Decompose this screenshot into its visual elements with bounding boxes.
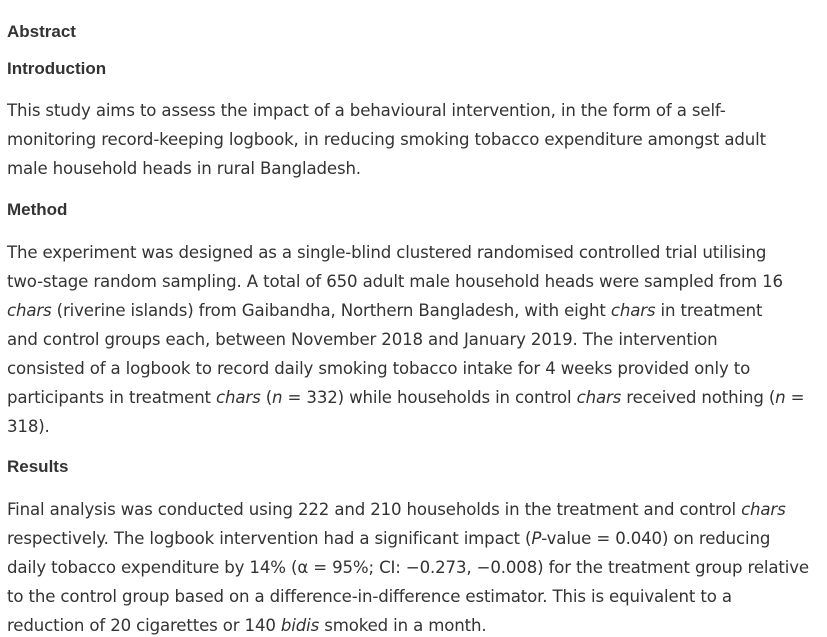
paragraph-line: respectively. The logbook intervention had a significant impact (P-value = 0.040) on reducing	[7, 529, 771, 548]
abstract-title: Abstract	[7, 22, 76, 41]
paragraph-line: reduction of 20 cigarettes or 140 bidis smoked in a month.	[7, 616, 487, 635]
method-paragraph	[7, 238, 822, 441]
paragraph-line: chars (riverine islands) from Gaibandha, Northern Bangladesh, with eight chars in treatment	[7, 301, 763, 320]
paragraph-line: monitoring record-keeping logbook, in reducing smoking tobacco expenditure amongst adult	[7, 130, 766, 149]
italic-term: chars	[610, 301, 656, 320]
paragraph-line: The experiment was designed as a single-blind clustered randomised controlled trial utilising	[7, 243, 767, 262]
paragraph-line: daily tobacco expenditure by 14% (α = 95%; CI: −0.273, −0.008) for the treatment group relative	[7, 558, 809, 577]
introduction-heading: Introduction	[7, 59, 107, 78]
paragraph-line: participants in treatment chars (n = 332) while households in control chars received nothing (n =	[7, 388, 805, 407]
method-heading: Method	[7, 200, 68, 219]
italic-term: P	[531, 529, 542, 548]
italic-term: chars	[576, 388, 622, 407]
italic-term: bidis	[280, 616, 320, 635]
introduction-paragraph	[7, 96, 822, 183]
paragraph-line: 318).	[7, 417, 50, 436]
paragraph-line: Final analysis was conducted using 222 and 210 households in the treatment and control chars	[7, 500, 786, 519]
paragraph-line: two-stage random sampling. A total of 650 adult male household heads were sampled from 16	[7, 272, 783, 291]
paragraph-line: male household heads in rural Bangladesh.	[7, 159, 361, 178]
paragraph-line: This study aims to assess the impact of a behavioural intervention, in the form of a self-	[7, 101, 726, 120]
italic-term: chars	[7, 301, 52, 320]
paragraph-line: to the control group based on a difference-in-difference estimator. This is equivalent to a	[7, 587, 732, 606]
paragraph-line: and control groups each, between November 2018 and January 2019. The intervention	[7, 330, 718, 349]
italic-term: n	[775, 388, 786, 407]
italic-term: chars	[216, 388, 261, 407]
results-paragraph	[7, 495, 822, 637]
results-heading: Results	[7, 457, 69, 476]
paragraph-line: consisted of a logbook to record daily smoking tobacco intake for 4 weeks provided only to	[7, 359, 751, 378]
italic-term: chars	[741, 500, 786, 519]
italic-term: n	[272, 388, 283, 407]
